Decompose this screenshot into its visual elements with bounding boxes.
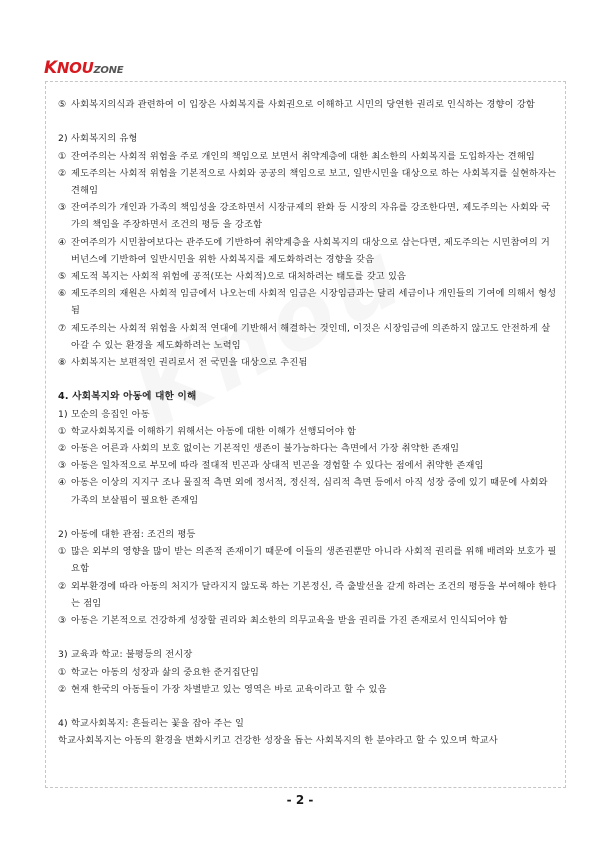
list-marker: ① xyxy=(58,150,67,162)
list-item-text: 아동은 이상의 지지구 조나 물질적 측면 외에 정서적, 정신적, 심리적 측면 등에서 아직 성장 중에 있기 때문에 사회와 가족의 보살핌이 필요한 존재임 xyxy=(71,477,548,506)
list-item-text: 외부환경에 따라 아동의 처지가 달라지지 않도록 하는 기본정신, 즉 출발선을 같게 하려는 조건의 평등을 부여해야 한다는 점임 xyxy=(71,580,557,609)
paragraph-gap xyxy=(58,113,558,130)
list-marker: ③ xyxy=(58,460,67,472)
list-marker: ⑧ xyxy=(58,357,67,369)
list-marker: ② xyxy=(58,167,67,179)
paragraph: 2) 아동에 대한 관점: 조건의 평등 xyxy=(58,529,196,541)
list-item xyxy=(58,440,558,457)
list-marker: ⑥ xyxy=(58,288,67,300)
list-item-text: 아동은 기본적으로 건강하게 성장할 권리와 최소한의 의무교육을 받을 권리를 가진 존재로서 인식되어야 함 xyxy=(71,615,508,627)
paragraph: 3) 교육과 학교: 불평등의 전시장 xyxy=(58,649,193,661)
list-item-text: 잔여주의는 사회적 위험을 주로 개인의 책임으로 보면서 취약계층에 대한 최소한의 사회복지를 도입하자는 견해임 xyxy=(71,150,535,162)
list-item-text: 현재 한국의 아동들이 가장 차별받고 있는 영역은 바로 교육이라고 할 수 있음 xyxy=(71,683,387,695)
paragraph-gap xyxy=(58,371,558,388)
list-item xyxy=(58,423,558,440)
list-marker: ① xyxy=(58,425,67,437)
list-item xyxy=(58,320,558,354)
list-marker: ④ xyxy=(58,236,67,248)
list-marker: ④ xyxy=(58,477,67,489)
list-item-text: 아동은 일차적으로 부모에 따라 절대적 빈곤과 상대적 빈곤을 경험할 수 있다는 점에서 취약한 존재임 xyxy=(71,460,484,472)
list-item xyxy=(58,165,558,199)
list-marker: ③ xyxy=(58,202,67,214)
list-item xyxy=(58,612,558,629)
list-marker: ① xyxy=(58,546,67,558)
section-title: 4. 사회복지와 아동에 대한 이해 xyxy=(58,391,197,403)
list-item-text: 사회복지의식과 관련하여 이 입장은 사회복지를 사회권으로 이해하고 시민의 당연한 권리로 인식하는 경향이 강함 xyxy=(71,99,535,110)
list-item xyxy=(58,285,558,319)
list-item xyxy=(58,268,558,285)
list-item xyxy=(58,578,558,612)
list-item-text: 제도주의는 사회적 위험을 기본적으로 사회와 공공의 책임으로 보고, 일반시민을 대상으로 하는 사회복지를 실현하자는 견해임 xyxy=(71,167,557,196)
paragraph: 1) 모순의 응집인 아동 xyxy=(58,408,150,420)
list-marker: ① xyxy=(58,666,67,678)
list-item-text: 제도주의의 재원은 사회적 임금에서 나오는데 사회적 임금은 시장임금과는 달리 세금이나 개인들의 기여에 의해서 형성됨 xyxy=(71,288,557,317)
list-item-text: 아동은 어른과 사회의 보호 없이는 기본적인 생존이 불가능하다는 측면에서 가장 취약한 존재임 xyxy=(71,443,460,455)
list-item xyxy=(58,354,558,371)
list-item xyxy=(58,543,558,577)
list-item xyxy=(58,681,558,698)
list-marker: ② xyxy=(58,683,67,695)
paragraph-gap xyxy=(58,629,558,646)
paragraph-gap xyxy=(58,509,558,526)
list-item-text: 잔여주의가 개인과 가족의 책임성을 강조하면서 시장규제의 완화 등 시장의 자유를 강조한다면, 제도주의는 사회와 국가의 책임을 주장하면서 조건의 평등 을 강조함 xyxy=(71,202,551,231)
list-item xyxy=(58,664,558,681)
paragraph: 학교사회복지는 아동의 환경을 변화시키고 건강한 성장을 돕는 사회복지의 한 분야라고 할 수 있으며 학교사 xyxy=(58,735,498,747)
list-item-text: 학교는 아동의 성장과 삶의 중요한 준거집단임 xyxy=(71,666,260,678)
list-marker: ② xyxy=(58,443,67,455)
list-item-text: 많은 외부의 영향을 많이 받는 의존적 존재이기 때문에 이들의 생존권뿐만 아니라 사회적 권리를 위해 배려와 보호가 필요함 xyxy=(71,546,557,575)
list-item xyxy=(58,457,558,474)
list-marker: ⑤ xyxy=(58,99,67,110)
paragraph: 2) 사회복지의 유형 xyxy=(58,133,138,145)
list-marker: ⑤ xyxy=(58,271,67,283)
document-body xyxy=(58,96,558,750)
list-marker: ③ xyxy=(58,615,67,627)
list-item xyxy=(58,474,558,508)
list-item xyxy=(58,234,558,268)
list-item xyxy=(58,96,558,113)
page-number: - 2 - xyxy=(286,793,314,807)
list-item-text: 사회복지는 보편적인 권리로서 전 국민을 대상으로 추진됨 xyxy=(71,357,308,369)
list-marker: ⑦ xyxy=(58,322,67,334)
paragraph: 4) 학교사회복지: 흔들리는 꽃을 잡아 주는 일 xyxy=(58,718,245,730)
list-item-text: 제도적 복지는 사회적 위험에 공적(또는 사회적)으로 대처하려는 태도를 갖고 있음 xyxy=(71,271,407,283)
paragraph-gap xyxy=(58,698,558,715)
list-marker: ② xyxy=(58,580,67,592)
list-item-text: 잔여주의가 시민참여보다는 관주도에 기반하여 취약계층을 사회복지의 대상으로 삼는다면, 제도주의는 시민참여의 거버넌스에 기반하여 일반시민을 위한 사회복지를 제도화하려는 경향을 갖음 xyxy=(71,236,551,265)
list-item xyxy=(58,199,558,233)
knouzone-logo: KNOUZONE xyxy=(44,58,124,78)
list-item-text: 제도주의는 사회적 위험을 사회적 연대에 기반해서 해결하는 것인데, 이것은 시장임금에 의존하지 않고도 안전하게 살아갈 수 있는 환경을 제도화하려는 노력임 xyxy=(71,322,551,351)
list-item xyxy=(58,148,558,165)
list-item-text: 학교사회복지를 이해하기 위해서는 아동에 대한 이해가 선행되어야 함 xyxy=(71,425,357,437)
